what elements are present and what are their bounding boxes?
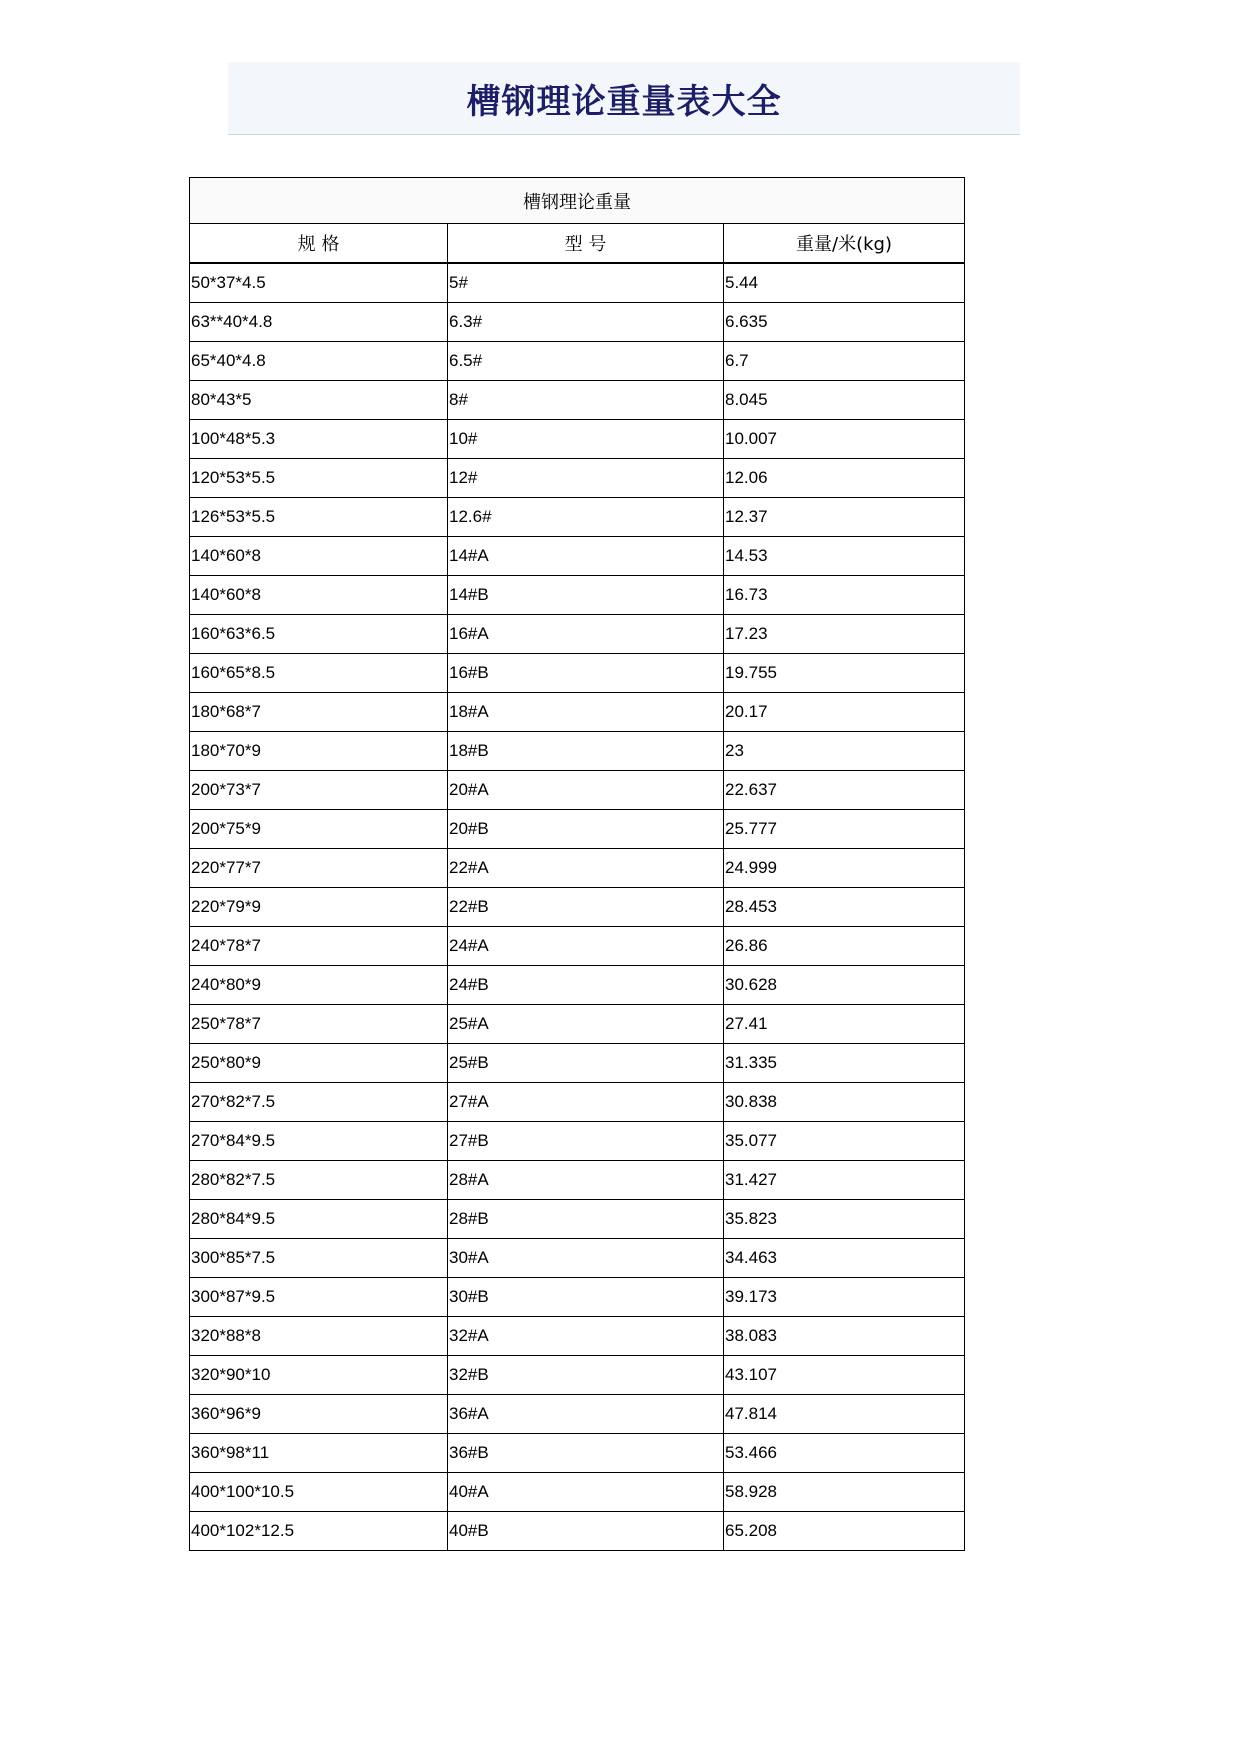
cell-weight: 12.06 bbox=[724, 459, 965, 498]
cell-weight: 19.755 bbox=[724, 654, 965, 693]
cell-spec: 200*73*7 bbox=[190, 771, 448, 810]
cell-spec: 220*79*9 bbox=[190, 888, 448, 927]
cell-spec: 160*65*8.5 bbox=[190, 654, 448, 693]
table-row bbox=[190, 1395, 965, 1434]
title-banner bbox=[228, 62, 1020, 135]
cell-model: 18#A bbox=[448, 693, 724, 732]
table-row bbox=[190, 888, 965, 927]
cell-weight: 27.41 bbox=[724, 1005, 965, 1044]
table-row bbox=[190, 1122, 965, 1161]
cell-model: 27#B bbox=[448, 1122, 724, 1161]
table-row bbox=[190, 1512, 965, 1551]
table-body bbox=[190, 263, 965, 1551]
table-row bbox=[190, 459, 965, 498]
cell-weight: 39.173 bbox=[724, 1278, 965, 1317]
cell-model: 36#A bbox=[448, 1395, 724, 1434]
cell-model: 22#A bbox=[448, 849, 724, 888]
cell-weight: 23 bbox=[724, 732, 965, 771]
table-row bbox=[190, 381, 965, 420]
header-spec: 规 格 bbox=[190, 224, 448, 264]
cell-spec: 270*82*7.5 bbox=[190, 1083, 448, 1122]
cell-model: 25#B bbox=[448, 1044, 724, 1083]
cell-weight: 22.637 bbox=[724, 771, 965, 810]
cell-spec: 280*82*7.5 bbox=[190, 1161, 448, 1200]
cell-weight: 28.453 bbox=[724, 888, 965, 927]
table-row bbox=[190, 1317, 965, 1356]
table-row bbox=[190, 849, 965, 888]
cell-spec: 300*87*9.5 bbox=[190, 1278, 448, 1317]
table-row bbox=[190, 303, 965, 342]
cell-spec: 120*53*5.5 bbox=[190, 459, 448, 498]
cell-weight: 8.045 bbox=[724, 381, 965, 420]
table-row bbox=[190, 263, 965, 303]
table-row bbox=[190, 342, 965, 381]
cell-weight: 14.53 bbox=[724, 537, 965, 576]
cell-weight: 5.44 bbox=[724, 263, 965, 303]
cell-spec: 80*43*5 bbox=[190, 381, 448, 420]
cell-spec: 240*80*9 bbox=[190, 966, 448, 1005]
cell-spec: 180*68*7 bbox=[190, 693, 448, 732]
cell-model: 36#B bbox=[448, 1434, 724, 1473]
cell-model: 20#A bbox=[448, 771, 724, 810]
cell-model: 28#B bbox=[448, 1200, 724, 1239]
cell-model: 24#A bbox=[448, 927, 724, 966]
cell-model: 27#A bbox=[448, 1083, 724, 1122]
cell-model: 8# bbox=[448, 381, 724, 420]
cell-weight: 16.73 bbox=[724, 576, 965, 615]
cell-spec: 50*37*4.5 bbox=[190, 263, 448, 303]
table-caption: 槽钢理论重量 bbox=[190, 178, 965, 224]
cell-model: 30#B bbox=[448, 1278, 724, 1317]
cell-spec: 400*100*10.5 bbox=[190, 1473, 448, 1512]
table-row bbox=[190, 693, 965, 732]
cell-spec: 126*53*5.5 bbox=[190, 498, 448, 537]
cell-spec: 63**40*4.8 bbox=[190, 303, 448, 342]
header-weight-per-meter: 重量/米(kg) bbox=[724, 224, 965, 264]
cell-spec: 270*84*9.5 bbox=[190, 1122, 448, 1161]
table-row bbox=[190, 1200, 965, 1239]
table-row bbox=[190, 1473, 965, 1512]
cell-weight: 38.083 bbox=[724, 1317, 965, 1356]
cell-model: 6.5# bbox=[448, 342, 724, 381]
cell-weight: 34.463 bbox=[724, 1239, 965, 1278]
cell-model: 10# bbox=[448, 420, 724, 459]
cell-model: 12# bbox=[448, 459, 724, 498]
cell-model: 32#B bbox=[448, 1356, 724, 1395]
cell-spec: 220*77*7 bbox=[190, 849, 448, 888]
cell-model: 40#A bbox=[448, 1473, 724, 1512]
table-row bbox=[190, 1434, 965, 1473]
cell-weight: 47.814 bbox=[724, 1395, 965, 1434]
cell-weight: 58.928 bbox=[724, 1473, 965, 1512]
table-row bbox=[190, 966, 965, 1005]
cell-model: 24#B bbox=[448, 966, 724, 1005]
cell-model: 25#A bbox=[448, 1005, 724, 1044]
cell-weight: 10.007 bbox=[724, 420, 965, 459]
cell-weight: 31.335 bbox=[724, 1044, 965, 1083]
cell-spec: 160*63*6.5 bbox=[190, 615, 448, 654]
cell-weight: 6.7 bbox=[724, 342, 965, 381]
cell-spec: 280*84*9.5 bbox=[190, 1200, 448, 1239]
table-row bbox=[190, 1044, 965, 1083]
table-row bbox=[190, 498, 965, 537]
cell-model: 5# bbox=[448, 263, 724, 303]
table-row bbox=[190, 927, 965, 966]
cell-spec: 140*60*8 bbox=[190, 537, 448, 576]
cell-weight: 17.23 bbox=[724, 615, 965, 654]
cell-model: 40#B bbox=[448, 1512, 724, 1551]
cell-weight: 12.37 bbox=[724, 498, 965, 537]
cell-model: 12.6# bbox=[448, 498, 724, 537]
table-row bbox=[190, 615, 965, 654]
cell-weight: 53.466 bbox=[724, 1434, 965, 1473]
table-row bbox=[190, 1161, 965, 1200]
cell-model: 18#B bbox=[448, 732, 724, 771]
cell-weight: 25.777 bbox=[724, 810, 965, 849]
cell-spec: 400*102*12.5 bbox=[190, 1512, 448, 1551]
cell-model: 22#B bbox=[448, 888, 724, 927]
cell-weight: 24.999 bbox=[724, 849, 965, 888]
table-row bbox=[190, 420, 965, 459]
channel-steel-weight-table bbox=[189, 177, 965, 1551]
table-caption-row bbox=[190, 178, 965, 224]
cell-weight: 31.427 bbox=[724, 1161, 965, 1200]
table-row bbox=[190, 654, 965, 693]
cell-model: 6.3# bbox=[448, 303, 724, 342]
cell-spec: 250*80*9 bbox=[190, 1044, 448, 1083]
cell-model: 30#A bbox=[448, 1239, 724, 1278]
table-row bbox=[190, 1005, 965, 1044]
table-row bbox=[190, 576, 965, 615]
cell-spec: 140*60*8 bbox=[190, 576, 448, 615]
table-row bbox=[190, 771, 965, 810]
cell-model: 16#B bbox=[448, 654, 724, 693]
cell-spec: 360*96*9 bbox=[190, 1395, 448, 1434]
cell-model: 20#B bbox=[448, 810, 724, 849]
cell-spec: 360*98*11 bbox=[190, 1434, 448, 1473]
table-row bbox=[190, 1356, 965, 1395]
cell-weight: 26.86 bbox=[724, 927, 965, 966]
cell-weight: 35.823 bbox=[724, 1200, 965, 1239]
table-row bbox=[190, 1278, 965, 1317]
cell-model: 16#A bbox=[448, 615, 724, 654]
cell-model: 14#B bbox=[448, 576, 724, 615]
cell-weight: 43.107 bbox=[724, 1356, 965, 1395]
cell-model: 14#A bbox=[448, 537, 724, 576]
cell-model: 32#A bbox=[448, 1317, 724, 1356]
cell-model: 28#A bbox=[448, 1161, 724, 1200]
cell-spec: 250*78*7 bbox=[190, 1005, 448, 1044]
cell-weight: 20.17 bbox=[724, 693, 965, 732]
cell-weight: 65.208 bbox=[724, 1512, 965, 1551]
cell-spec: 240*78*7 bbox=[190, 927, 448, 966]
cell-spec: 300*85*7.5 bbox=[190, 1239, 448, 1278]
cell-spec: 200*75*9 bbox=[190, 810, 448, 849]
table-row bbox=[190, 1239, 965, 1278]
cell-weight: 30.628 bbox=[724, 966, 965, 1005]
cell-weight: 30.838 bbox=[724, 1083, 965, 1122]
table-row bbox=[190, 732, 965, 771]
cell-weight: 35.077 bbox=[724, 1122, 965, 1161]
table-header-row bbox=[190, 224, 965, 264]
cell-spec: 180*70*9 bbox=[190, 732, 448, 771]
page-title: 槽钢理论重量表大全 bbox=[466, 81, 782, 122]
table-row bbox=[190, 810, 965, 849]
table-row bbox=[190, 537, 965, 576]
header-model: 型 号 bbox=[448, 224, 724, 264]
cell-spec: 320*90*10 bbox=[190, 1356, 448, 1395]
cell-spec: 320*88*8 bbox=[190, 1317, 448, 1356]
cell-weight: 6.635 bbox=[724, 303, 965, 342]
cell-spec: 65*40*4.8 bbox=[190, 342, 448, 381]
table-row bbox=[190, 1083, 965, 1122]
cell-spec: 100*48*5.3 bbox=[190, 420, 448, 459]
